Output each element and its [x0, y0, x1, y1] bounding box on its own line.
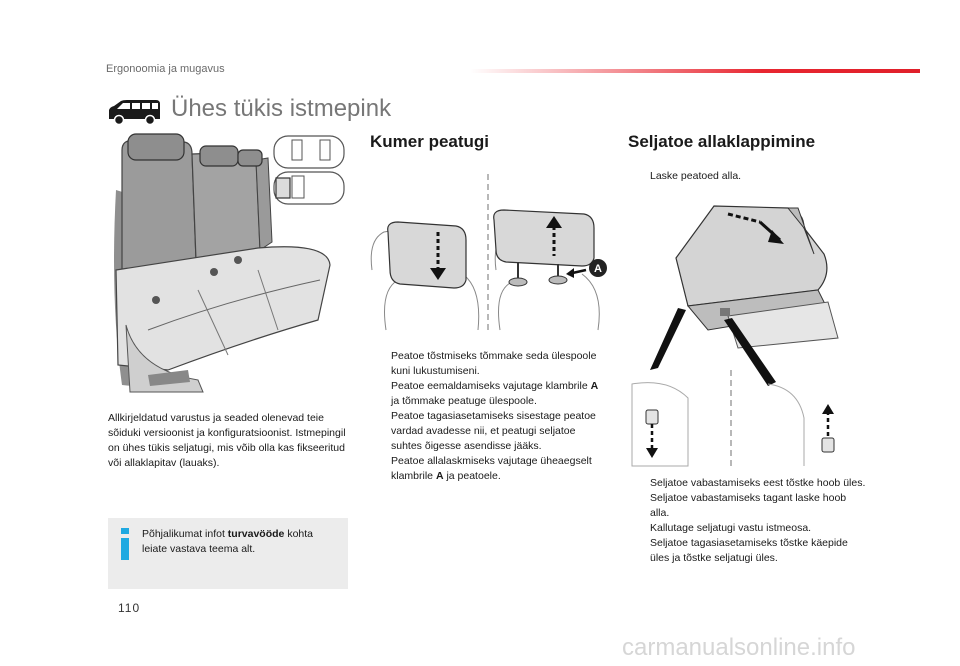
header-rule — [470, 69, 920, 73]
callout-a-label: A — [594, 263, 602, 275]
list-item: Peatoe eemaldamiseks vajutage klambrile A ja tõmmake peatuge ülespoole. — [391, 380, 599, 407]
list-item: Peatoe tõstmiseks tõmmake seda ülespoole kuni lukustumiseni. — [391, 350, 597, 377]
folding-heading: Seljatoe allaklappimine — [628, 132, 816, 151]
page-title: Ühes tükis istmepink — [171, 95, 392, 122]
list-item: Kallutage seljatugi vastu istmeosa. — [650, 522, 812, 534]
section-header: Ergonoomia ja mugavus — [106, 63, 225, 75]
headrest-heading: Kumer peatugi — [370, 132, 490, 151]
list-item: Peatoe tagasiasetamiseks sisestage peatoe vardad avadesse nii, et peatugi seljatoe suhtes õigesse asendisse jääks. — [391, 410, 596, 452]
info-text: Põhjalikumat infot turvavööde kohta leiate vastava teema alt. — [142, 528, 314, 555]
headrest-illustration — [368, 170, 616, 332]
seat-layout-icon — [272, 130, 352, 210]
list-item: Laske peatoed alla. — [650, 170, 742, 182]
list-item: Seljatoe vabastamiseks tagant laske hoob alla. — [650, 492, 847, 519]
folding-top-list — [628, 169, 868, 184]
list-item: Peatoe allalaskmiseks vajutage üheaegselt klambrile A ja peatoele. — [391, 455, 592, 482]
info-box — [108, 518, 348, 589]
page-number: 110 — [118, 601, 141, 615]
list-item: Seljatoe vabastamiseks eest tõstke hoob üles. — [650, 477, 866, 489]
folded-seat-illustration — [628, 198, 868, 470]
info-icon — [118, 528, 132, 560]
car-icon — [106, 98, 162, 126]
folding-bottom-list — [628, 476, 868, 566]
intro-paragraph: Allkirjeldatud varustus ja seaded olenevad teie sõiduki versioonist ja konfiguratsioonist. Istmepingil on ühes tükis seljatugi, mis võib olla kas fikseeritud või allaklapitav (lauaks). — [108, 412, 346, 469]
list-item: Seljatoe tagasiasetamiseks tõstke käepide üles ja tõstke seljatugi üles. — [650, 537, 848, 564]
headrest-bullet-list — [369, 349, 609, 484]
watermark: carmanualsonline.info — [622, 634, 856, 661]
